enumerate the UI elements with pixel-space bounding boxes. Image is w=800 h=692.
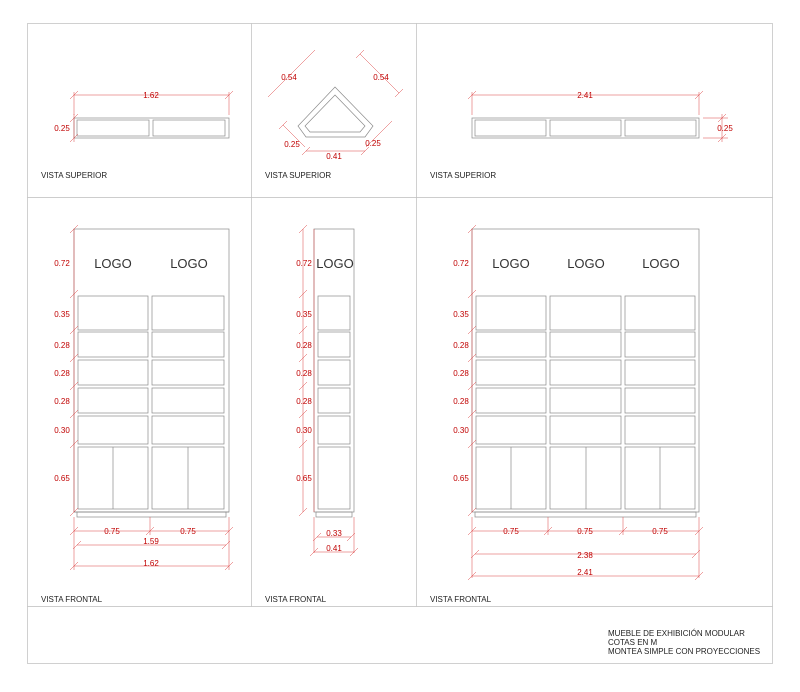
logo-placeholder: LOGO	[170, 256, 208, 271]
dimension-label: 2.41	[577, 91, 593, 100]
dimension-side-a	[268, 50, 315, 97]
dimension-label: 1.62	[143, 91, 159, 100]
dimension-label: 0.25	[284, 140, 300, 149]
height-label: 0.65	[453, 474, 469, 483]
logo-placeholder: LOGO	[642, 256, 680, 271]
dimension-label: 0.75	[577, 527, 593, 536]
dimension-depth	[703, 114, 733, 142]
view-title: VISTA FRONTAL	[430, 595, 492, 604]
dimension-label: 0.33	[326, 529, 342, 538]
title-line: COTAS EN M	[608, 638, 658, 647]
height-label: 0.28	[296, 369, 312, 378]
view-title: VISTA FRONTAL	[41, 595, 103, 604]
front-view-right	[430, 225, 703, 604]
top-view-right	[430, 91, 733, 180]
height-dimensions	[54, 225, 78, 516]
dimension-label: 0.75	[180, 527, 196, 536]
dimension-depth-a	[279, 121, 305, 149]
title-line: MONTEA SIMPLE CON PROYECCIONES	[608, 647, 761, 656]
logo-placeholder: LOGO	[316, 256, 354, 271]
height-label: 0.30	[296, 426, 312, 435]
height-label: 0.35	[453, 310, 469, 319]
height-label: 0.28	[54, 369, 70, 378]
dimension-label: 2.38	[577, 551, 593, 560]
height-label: 0.28	[296, 397, 312, 406]
dimension-label: 0.54	[281, 73, 297, 82]
height-label: 0.72	[453, 259, 469, 268]
width-dimensions	[70, 517, 233, 570]
height-label: 0.28	[54, 341, 70, 350]
dimension-label: 0.75	[503, 527, 519, 536]
view-title: VISTA SUPERIOR	[41, 171, 108, 180]
view-title: VISTA FRONTAL	[265, 595, 327, 604]
dimension-width	[70, 91, 233, 115]
dimension-label: 0.41	[326, 544, 342, 553]
dimension-label: 0.25	[54, 124, 70, 133]
top-view-corner	[265, 50, 403, 180]
height-label: 0.30	[453, 426, 469, 435]
logo-placeholder: LOGO	[94, 256, 132, 271]
dimension-depth-b	[365, 121, 392, 148]
front-view-corner	[265, 225, 358, 604]
dimension-label: 1.62	[143, 559, 159, 568]
top-view-left	[41, 91, 233, 180]
view-title: VISTA SUPERIOR	[265, 171, 332, 180]
dimension-front	[302, 147, 369, 161]
dimension-label: 0.25	[717, 124, 733, 133]
width-dimensions	[310, 517, 358, 556]
title-block	[608, 629, 760, 656]
height-label: 0.35	[296, 310, 312, 319]
width-dimensions	[468, 517, 703, 580]
height-label: 0.72	[54, 259, 70, 268]
height-label: 0.28	[453, 369, 469, 378]
logo-placeholder: LOGO	[567, 256, 605, 271]
height-dimensions	[453, 225, 476, 516]
logo-placeholder: LOGO	[492, 256, 530, 271]
sheet-frames	[28, 24, 773, 664]
dimension-width	[468, 91, 703, 115]
height-label: 0.30	[54, 426, 70, 435]
height-label: 0.65	[54, 474, 70, 483]
dimension-label: 0.75	[104, 527, 120, 536]
height-label: 0.35	[54, 310, 70, 319]
dimension-label: 0.54	[373, 73, 389, 82]
front-view-left	[41, 225, 233, 604]
dimension-label: 0.75	[652, 527, 668, 536]
dimension-label: 0.41	[326, 152, 342, 161]
dimension-label: 2.41	[577, 568, 593, 577]
height-label: 0.28	[453, 341, 469, 350]
height-label: 0.72	[296, 259, 312, 268]
dimension-label: 1.59	[143, 537, 159, 546]
view-title: VISTA SUPERIOR	[430, 171, 497, 180]
height-dimensions	[296, 225, 314, 516]
height-label: 0.28	[296, 341, 312, 350]
dimension-label: 0.25	[365, 139, 381, 148]
height-label: 0.65	[296, 474, 312, 483]
height-label: 0.28	[453, 397, 469, 406]
height-label: 0.28	[54, 397, 70, 406]
title-line: MUEBLE DE EXHIBICIÓN MODULAR	[608, 629, 745, 638]
dimension-side-b	[356, 50, 403, 97]
